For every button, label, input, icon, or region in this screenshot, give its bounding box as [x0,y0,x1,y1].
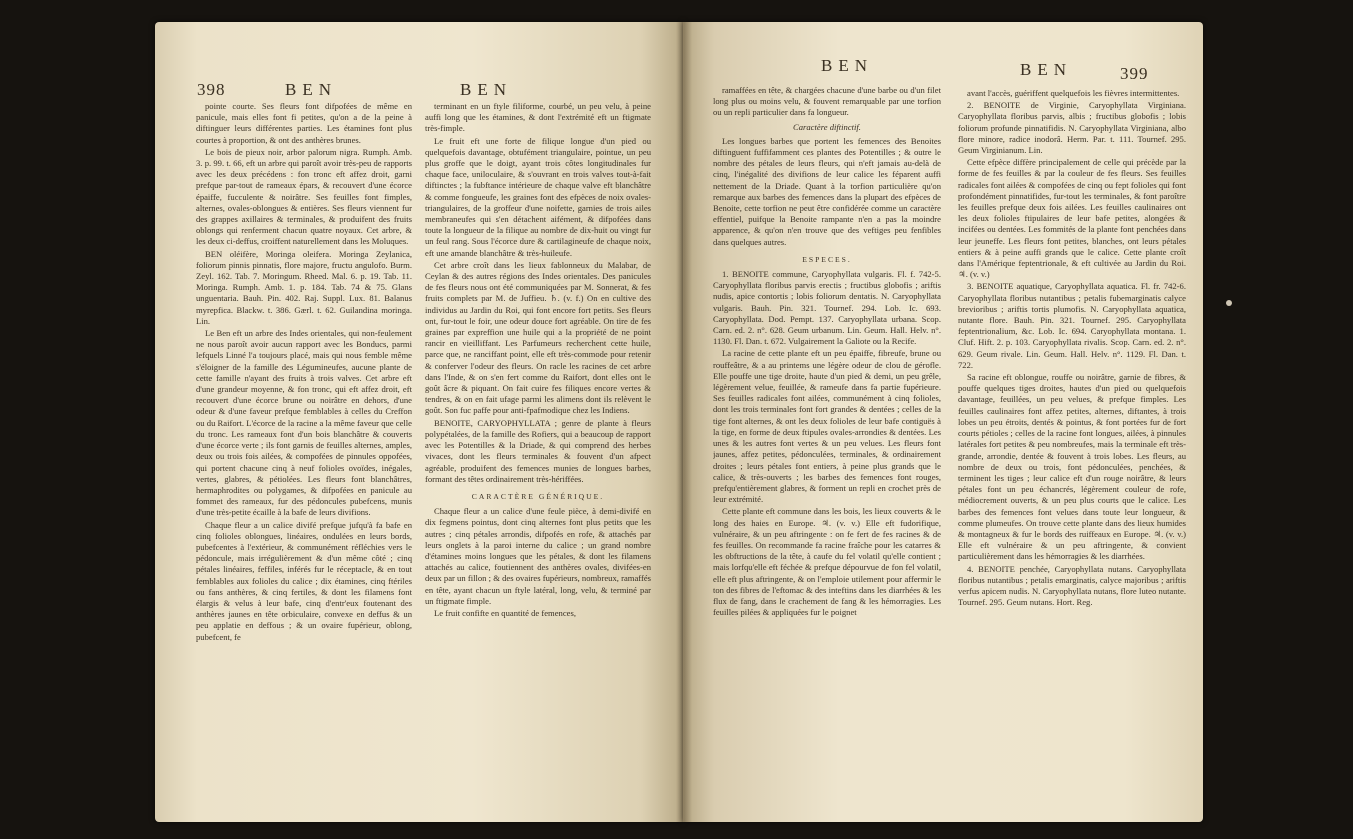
genus-entry-benoite: BENOITE, CARYOPHYLLATA ; genre de plante à fleurs polypétalées, de la famille des Rofiers, qui a beaucoup de rapport avec les Potentilles & la Driade, & qui comprend des herbes vivaces, dont les fleurs terminales & fouvent d'un afpect agréable, produifent des femences munies de longues barbes, formant des têtes ordinairement très-hériffées. [425,417,651,484]
paragraph: BEN oléifère, Moringa oleifera. Moringa Zeylanica, foliorum pinnis pinnatis, flore majore, fructu angulofo. Burm. Zeyl. 162. Tab. 7. Moringum. Rheed. Mal. 6. p. 19. Tab. 11. Moringa. Rumph. Amb. 1. p. 184. Tab. 74 & 75. Glans unguentaria. Bauh. Pin. 402. Raj. Suppl. Lux. 81. Balanus myrepfica. Blackw. t. 386. Gærl. t. 62. Guilandina moringa. Lin. [196,248,412,326]
paragraph: Sa racine eft oblongue, rouffe ou noirâtre, garnie de fibres, & pouffe quelques tiges droites, hautes d'un pied ou quelquefois davantage, feuillées, un peu velues, & prefque fimples. Les feuilles caulinaires font affez petites, alternes, diftantes, à trois lobes un peu étroits, dentés & pointus, & font portées fur de fort courts pétioles ; celles de la racine font longues, ailées, à pinnules latérales fort petites & peu nombreufes, mais la terminale eft très-grande, arrondie, dentée & fouvent à trois lobes. Les fleurs, au nombre de deux ou trois, font pédonculées, penchées, & terminent les tiges ; leur calice eft d'un rouge noirâtre, & leurs pétales font un peu échancrés, légèrement couleur de rofe, médiocrement ouverts, & un peu plus courts que le calice. Les barbes des femences font velues dans toute leur longueur, & comme plumeufes. On trouve cette plante dans des lieux humides & montagneux & fur le bords des ruiffeaux en Europe. ♃. (v. v.) Elle eft vulnéraire & un peu aftringente, & convient particulièrement dans les hémorragies & les diarrhées. [958,372,1186,562]
section-heading: CARACTÈRE GÉNÉRIQUE. [471,491,605,501]
right-running-title: BEN [821,56,873,75]
book-gutter [676,22,692,822]
left-running-title: BEN [285,80,337,99]
paragraph: Le fruit confifte en quantité de femences, [434,607,576,618]
paragraph: terminant en un ftyle filiforme, courbé, un peu velu, à peine auffi long que les étamines, & dont l'extrémité eft un ftigmate très-fimple. [425,101,651,134]
paragraph: Chaque fleur a un calice divifé prefque jufqu'à fa bafe en cinq folioles oblongues, linéaires, ondulées en leurs bords, pubefcentes à l'extérieur, & communément réfléchies vers le pédoncule, mais irrégulièrement & d'un même côté ; cinq pétales linéaires, feffiles, inférés fur le réceptacle, & en tout femblables aux folioles du calice ; dix étamines, cinq ftériles ou fans anthères, & cinq fertiles, & dont les filamens font élargis & velus à leur bafe, cinq d'entr'eux foutenant des anthères jaunes en tête orbiculaire, convexe en deffus & un peu applatie en deffous ; & un ovaire fupérieur, oblong, pubefcent, fe [196,519,412,642]
paragraph: Chaque fleur a un calice d'une feule pièce, à demi-divifé en dix fegmens pointus, dont cinq alternes font plus petits que les autres ; cinq pétales arrondis, difpofés en rofe, & attachés par leurs onglets à la paroi interne du calice ; un grand nombre d'étamines moins longues que les pétales, & dont les filamens attachés au calice, foutiennent des anthères ovales, divifées-en deux par un fillon ; & des ovaires fupérieurs, nombreux, ramaffés en tête, ayant chacun un ftyle latéral, long, velu, & terminé par un ftigmate fimple. [425,506,651,606]
paragraph: ramaffées en tête, & chargées chacune d'une barbe ou d'un filet long plus ou moins velu, & fouvent remarquable par une torfion ou un repli particulier dans fa longueur. [713,85,941,118]
left-page-number: 398 [197,80,226,99]
paragraph: Cet arbre croît dans les lieux fablonneux du Malabar, de Ceylan & des autres régions des Indes orientales. Des panicules de fes fleurs nous ont été communiquées par M. Sonnerat, & fes fruits complets par M. de Juffieu. ♄. (v. f.) On en cultive des individus au Jardin du Roi, qui font encore fort petits. Ses fleurs ont, fur-tout le foir, une odeur douce fort agréable. On tire de fes graines par expreffion une huile qui a la propriété de ne point rancir en vieilliffant. Les Parfumeurs recherchent cette huile, parce que, ne ranciffant point, elle eft très-commode pour retenir & conferver l'odeur des fleurs. On racle les racines de cet arbre dans l'Inde, & on s'en fert comme du Raifort, dont elles ont le goût âcre & piquant. On fait cuire fes filiques encore vertes & tendres, & on en fait ufage parmi les alimens dont ils relèvent le goût. Son fuc paffe pour anti-fpafmodique chez les Indiens. [425,259,651,416]
left-column-1 [196,101,412,801]
species-entry: 2. BENOITE de Virginie, Caryophyllata Virginiana. Caryophyllata floribus parvis, albis ; fructibus globofis ; lobis foliorum profunde pinnatifidis. N. Caryophyllata Virginiana, albo flore minore, radice inodorâ. Herm. Par. t. 111. Tournef. 295. Geum Virginianum. Lin. [958,100,1186,156]
paragraph: Le Ben eft un arbre des Indes orientales, qui non-feulement ne nous paroît avoir aucun rapport avec les Bonducs, parmi lefquels Linné l'a toujours placé, mais qui nous femble même s'éloigner de la famille des Légumineufes, aucune plante de cette famille n'ayant des fruits à trois valves. Cet arbre eft d'une grandeur moyenne, & fon tronc, qui eft affez droit, eft recouvert d'une écorce brune ou noirâtre en dehors, d'une odeur & d'une faveur prefque femblables à celles du Creffon ou du Raifort. L'écorce de la racine a la même faveur que celle du tronc. Les rameaux font d'un bois blanchâtre & couverts d'une écorce verte ; ils font garnis de feuilles alternes, amples, deux ou trois fois ailées, & compofées de pinnules oppofées, qui portent chacune cinq à neuf folioles ovoïdes, inégales, vertes, glabres, & pétiolées. Les fleurs font blanchâtres, hermaphrodites ou polygames, & difpofées en panicule au fommet des rameaux, fur des pédoncules pubefcens, munis d'une très-petite écaille à la bafe de leurs divifions. [196,328,412,518]
paragraph: La racine de cette plante eft un peu épaiffe, fibreufe, brune ou rouffeâtre, & a au printems une légère odeur de clou de gérofle. Elle pouffe une tige droite, haute d'un pied & demi, un peu grêle, légèrement velue, feuillée, & rameufe dans fa partie fupérieure. Ses feuilles radicales font ailées, communément à cinq folioles, dont les trois terminales font fort grandes & dentées ; celles de la tige font alternes, & ont les deux folioles de leur bafe contiguës à la tige, en forme de deux ftipules ovales-arrondies & dentées. Les unes & les autres font vertes & un peu velues. Les fleurs font jaunes, affez petites, pédonculées, terminales, & ordinairement droites ; leurs pétales font entiers, à peine plus grands que le calice, & très-ouverts ; les barbes des femences font rouges, prefqu'entièrement glabres, & forment un repli en crochet près de leur extrémité. [713,348,941,505]
paragraph: Le bois de pieux noir, arbor palorum nigra. Rumph. Amb. 3. p. 99. t. 66, eft un arbre qui paroît avoir très-peu de rapports avec les deux précédens : fon tronc eft affez droit, garni prefque par-tout de rameaux épars, & recouvert d'une écorce épaiffe, fucculente & noirâtre. Ses feuilles font fimples, alternes, ovales-oblongues & entières. Ses fleurs viennent fur des grappes axillaires & terminales, & produifent des fruits oblongs qui renferment chacun quatre noyaux. Cet arbre, & les deux ci-deffus, croiffent naturellement dans les Moluques. [196,146,412,247]
right-column-1 [713,85,941,800]
species-entry: 4. BENOITE penchée, Caryophyllata nutans. Caryophyllata floribus nutantibus ; petalis emarginatis, calyce majoribus ; ariftis verfus apicem nudis. N. Caryophyllata nutans, flore luteo nutante. Tournef. 295. Geum nutans. Hort. Reg. [958,563,1186,608]
right-running-title-2: BEN [1020,60,1072,79]
paragraph: Cette plante eft commune dans les bois, les lieux couverts & le long des haies en Europe. ♃. (v. v.) Elle eft fudorifique, vulnéraire, & un peu aftringente : on fe fert de fes racines & de fes feuilles. On recommande fa racine fraîche pour les catarres & les obftructions de la tête, à caufe du fel volatil qu'elle contient ; mais lorfqu'elle eft féchée & prefque dépourvue de fon fel volatil, elle eft plus aftringente, & on l'emploie utilement pour affermir le ton des fibres de l'eftomac & des inteftins dans les diarrhées & les flux de fang, dans le crachement de fang & les hémorragies. Les feuilles pilées & appliquées fur le poignet [713,506,941,618]
right-page-number: 399 [1120,64,1149,83]
species-entry: 3. BENOITE aquatique, Caryophyllata aquatica. Fl. fr. 742-6. Caryophyllata floribus nutantibus ; petalis fubemarginatis calyce brevioribus ; ariftis tortis plumofis. N. Caryophyllata aquatica, nutante flore. Bauh. Pin. 321. Tournef. 295. Caryophyllata feptentrionalium, &c. Lob. Ic. 694. Caryophyllata montana. 1. Cluf. Hift. 2. p. 103. Caryophyllata rivalis. Scop. Carn. ed. 2. n°. 629. Geum rivale. Lin. Geum. Hall. Helv. n°. 1129. Fl. Dan. t. 722. [958,281,1186,370]
paragraph: Cette efpèce diffère principalement de celle qui précède par la forme de fes feuilles & par la couleur de fes fleurs. Ses feuilles radicales font ailées & compofées de cinq ou fept folioles qui font profondément pinnatifides, fur-tout les terminales, & font paroître les feuilles prefque deux fois ailées. Les feuilles caulinaires ont les deux folioles ftipulaires de leur bafe petites, alongées & incifées ou dentées. Les fommités de la plante font penchées dans leur jeuneffe. Les fleurs font petites, blanches, ont leurs pétales entiers & à peine auffi grands que le calice. Cette plante croît dans l'Amérique feptentrionale, & eft cultivée au Jardin du Roi. ♃. (v. v.) [958,157,1186,280]
paragraph: pointe courte. Ses fleurs font difpofées de même en panicule, mais elles font fi petites, qu'on a de la peine à diftinguer leurs différentes parties. Les étamines font plus courtes à proportion, & ont des anthères brunes. [196,101,412,145]
left-column-2 [425,101,651,801]
subheading-caractere-distinctif: Caractère diftinctif. [793,121,861,132]
page-edge-mark [1226,300,1232,306]
paragraph: Le fruit eft une forte de filique longue d'un pied ou quelquefois davantage, obtufément triangulaire, pointue, un peu plus groffe que le doigt, ayant trois côtes longitudinales fur chaque face, uniloculaire, & s'ouvrant en trois valves tout-à-fait diftinctes ; la fubftance intérieure de chaque valve eft blanchâtre & comme fongueufe, les graines font des efpèces de noix ovales-triangulaires, de la groffeur d'une noifette, garnies de trois ailes membraneufes qui s'en détachent aifément, & difpofées dans toute la longueur de la filique au nombre de dix-huit ou vingt fur un feul rang. Sous l'écorce dure & cartilagineufe de chaque noix, eft une amande blanchâtre & très-huileufe. [425,135,651,258]
paragraph: Les longues barbes que portent les femences des Benoites diftinguent fuffifamment ces plantes des Potentilles ; & outre le nombre des pétales de leurs fleurs, qui n'eft jamais au-delà de cinq, l'inégalité des divifions de leur calice les féparent auffi nettement de la Driade. Quant à la torfion particulière qu'on remarque aux barbes des femences dans la plupart des efpèces de Benoite, cette torfion ne peut être confidérée comme un caractère effentiel, puifque la Benoite rampante n'en a pas la moindre apparence, & qu'on n'en trouve que des veftiges peu fenfibles dans quelques autres. [713,135,941,247]
species-entry: 1. BENOITE commune, Caryophyllata vulgaris. Fl. f. 742-5. Caryophyllata floribus parvis erectis ; fructibus globofis ; ariftis nudis, apice contortis ; lobis foliorum dentatis. N. Caryophyllata vulgaris. Bauh. Pin. 321. Tournef. 294. Lob. Ic. 693. Caryophyllata. Dod. Pempt. 137. Caryophyllata urbana. Scop. Carn. ed. 2. n°. 628. Geum urbanum. Lin. Geum. Hall. Helv. n°. 1130. Fl. Dan. t. 672. Vulgairement la Galiote ou la Recife. [713,269,941,347]
section-heading-especes: ESPECES. [802,254,852,264]
left-running-title-2: BEN [460,80,512,99]
right-column-2 [958,88,1186,800]
paragraph: avant l'accès, guériffent quelquefois les fièvres intermittentes. [967,88,1180,98]
